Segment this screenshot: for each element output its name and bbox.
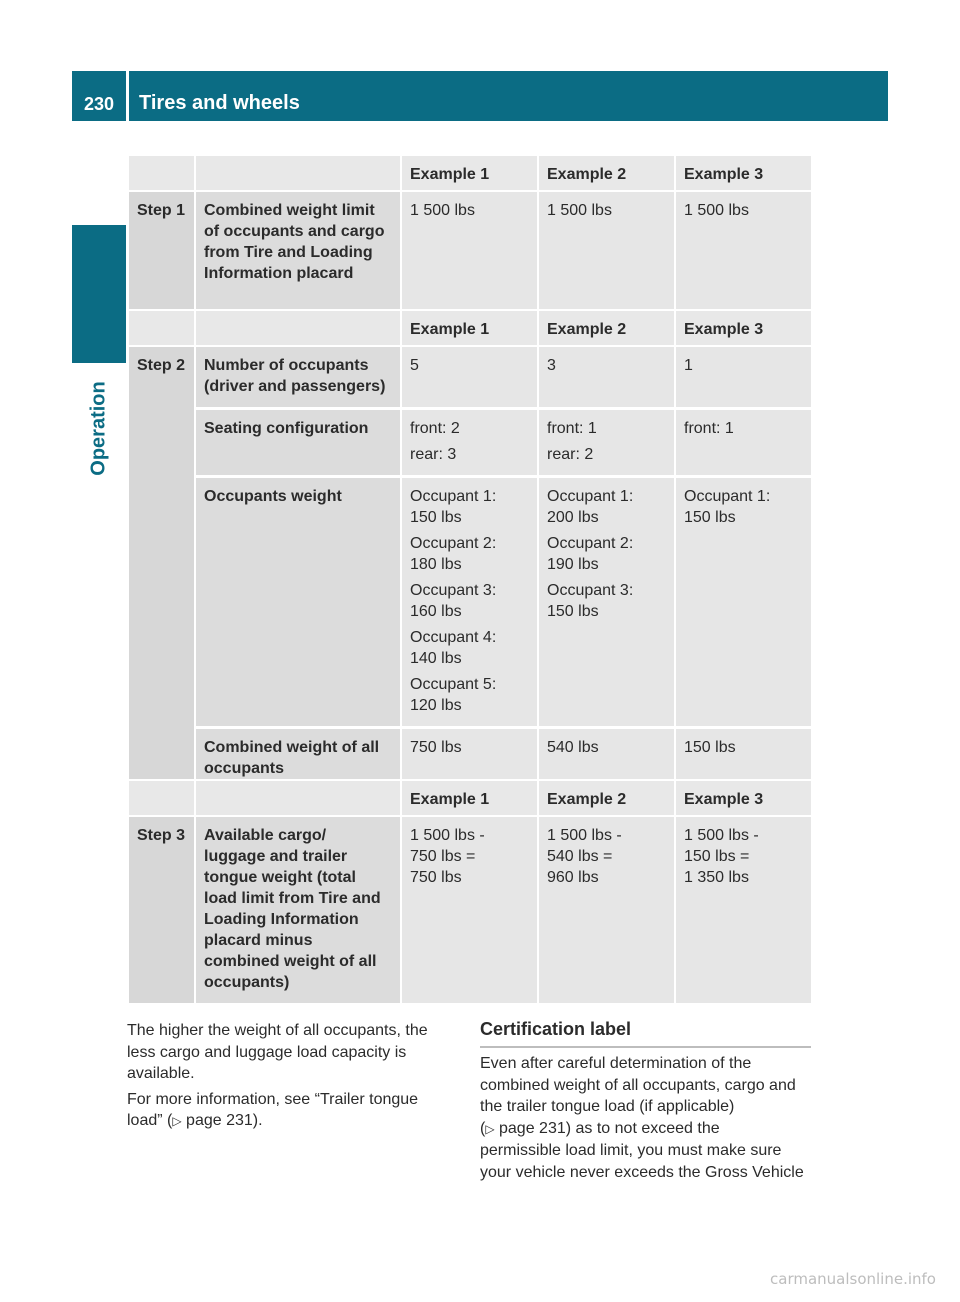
example-3-value: front: 1 bbox=[675, 409, 812, 477]
header-divider bbox=[126, 71, 129, 121]
table-row bbox=[128, 477, 812, 728]
row-description: Number of occupants (driver and passengers) bbox=[195, 346, 401, 409]
header-example-3: Example 3 bbox=[675, 310, 812, 346]
right-body-text bbox=[480, 1053, 820, 1187]
example-1-value: 750 lbs bbox=[401, 728, 538, 791]
header-blank bbox=[128, 155, 195, 191]
header-example-1: Example 1 bbox=[401, 780, 538, 816]
step-label: Step 1 bbox=[128, 191, 195, 323]
example-2-value: Occupant 1: 200 lbs Occupant 2: 190 lbs Occupant 3: 150 lbs bbox=[538, 477, 675, 728]
header-blank bbox=[128, 780, 195, 816]
side-section-label bbox=[72, 363, 126, 493]
example-3-value: 150 lbs bbox=[675, 728, 812, 791]
step1-table bbox=[127, 154, 813, 324]
row-description: Available cargo/ luggage and trailer tongue weight (total load limit from Tire and Loading Information placard minus combined weight of all occupants) bbox=[195, 816, 401, 1004]
step-label: Step 2 bbox=[128, 346, 195, 790]
row-description: Combined weight limit of occupants and cargo from Tire and Loading Information placard bbox=[195, 191, 401, 323]
header-example-2: Example 2 bbox=[538, 310, 675, 346]
side-tab-marker bbox=[72, 225, 126, 363]
example-2-value: 540 lbs bbox=[538, 728, 675, 791]
example-3-value: 1 bbox=[675, 346, 812, 409]
table-row bbox=[128, 346, 812, 409]
header-example-1: Example 1 bbox=[401, 155, 538, 191]
header-blank bbox=[128, 310, 195, 346]
page-title: Tires and wheels bbox=[139, 92, 300, 114]
paragraph: Even after careful determination of the combined weight of all occupants, cargo and the trailer tongue load (if applicable) (▷ page 231) as to not exceed the permissible load limit, you must make sure your vehicle never exceeds the Gross Vehicle bbox=[480, 1055, 804, 1181]
example-1-value: 5 bbox=[401, 346, 538, 409]
example-2-value: 1 500 lbs - 540 lbs = 960 lbs bbox=[538, 816, 675, 1004]
table-row bbox=[128, 409, 812, 477]
example-2-value: 3 bbox=[538, 346, 675, 409]
row-description: Seating configuration bbox=[195, 409, 401, 477]
row-description: Occupants weight bbox=[195, 477, 401, 728]
header-example-1: Example 1 bbox=[401, 310, 538, 346]
header-blank bbox=[195, 310, 401, 346]
header-blank bbox=[195, 780, 401, 816]
paragraph: For more information, see “Trailer tongue load” (▷ page 231). bbox=[127, 1090, 419, 1129]
header-example-3: Example 3 bbox=[675, 780, 812, 816]
example-2-value: front: 1 rear: 2 bbox=[538, 409, 675, 477]
example-3-value: Occupant 1: 150 lbs bbox=[675, 477, 812, 728]
page-ref-arrow-icon: ▷ bbox=[172, 1114, 182, 1128]
side-section-label-text: Operation bbox=[87, 380, 110, 476]
watermark: carmanualsonline.info bbox=[770, 1270, 936, 1288]
page-ref-arrow-icon: ▷ bbox=[485, 1121, 495, 1136]
example-3-value: 1 500 lbs - 150 lbs = 1 350 lbs bbox=[675, 816, 812, 1004]
step2-table bbox=[127, 309, 813, 791]
table-row bbox=[128, 816, 812, 1004]
section-heading: Certification label bbox=[480, 1019, 811, 1048]
example-2-value: 1 500 lbs bbox=[538, 191, 675, 323]
example-1-value: Occupant 1: 150 lbs Occupant 2: 180 lbs Occupant 3: 160 lbs Occupant 4: 140 lbs Occupant 5: 120 lbs bbox=[401, 477, 538, 728]
example-3-value: 1 500 lbs bbox=[675, 191, 812, 323]
header-blank bbox=[195, 155, 401, 191]
step3-table bbox=[127, 779, 813, 1005]
page-number: 230 bbox=[83, 94, 115, 114]
header-example-3: Example 3 bbox=[675, 155, 812, 191]
row-description: Combined weight of all occupants bbox=[195, 728, 401, 791]
header-example-2: Example 2 bbox=[538, 155, 675, 191]
example-1-value: 1 500 lbs bbox=[401, 191, 538, 323]
left-body-text bbox=[127, 1020, 457, 1137]
paragraph: The higher the weight of all occupants, the less cargo and luggage load capacity is available. bbox=[127, 1022, 428, 1082]
table-row bbox=[128, 191, 812, 323]
header-example-2: Example 2 bbox=[538, 780, 675, 816]
step-label: Step 3 bbox=[128, 816, 195, 1004]
example-1-value: 1 500 lbs - 750 lbs = 750 lbs bbox=[401, 816, 538, 1004]
example-1-value: front: 2 rear: 3 bbox=[401, 409, 538, 477]
